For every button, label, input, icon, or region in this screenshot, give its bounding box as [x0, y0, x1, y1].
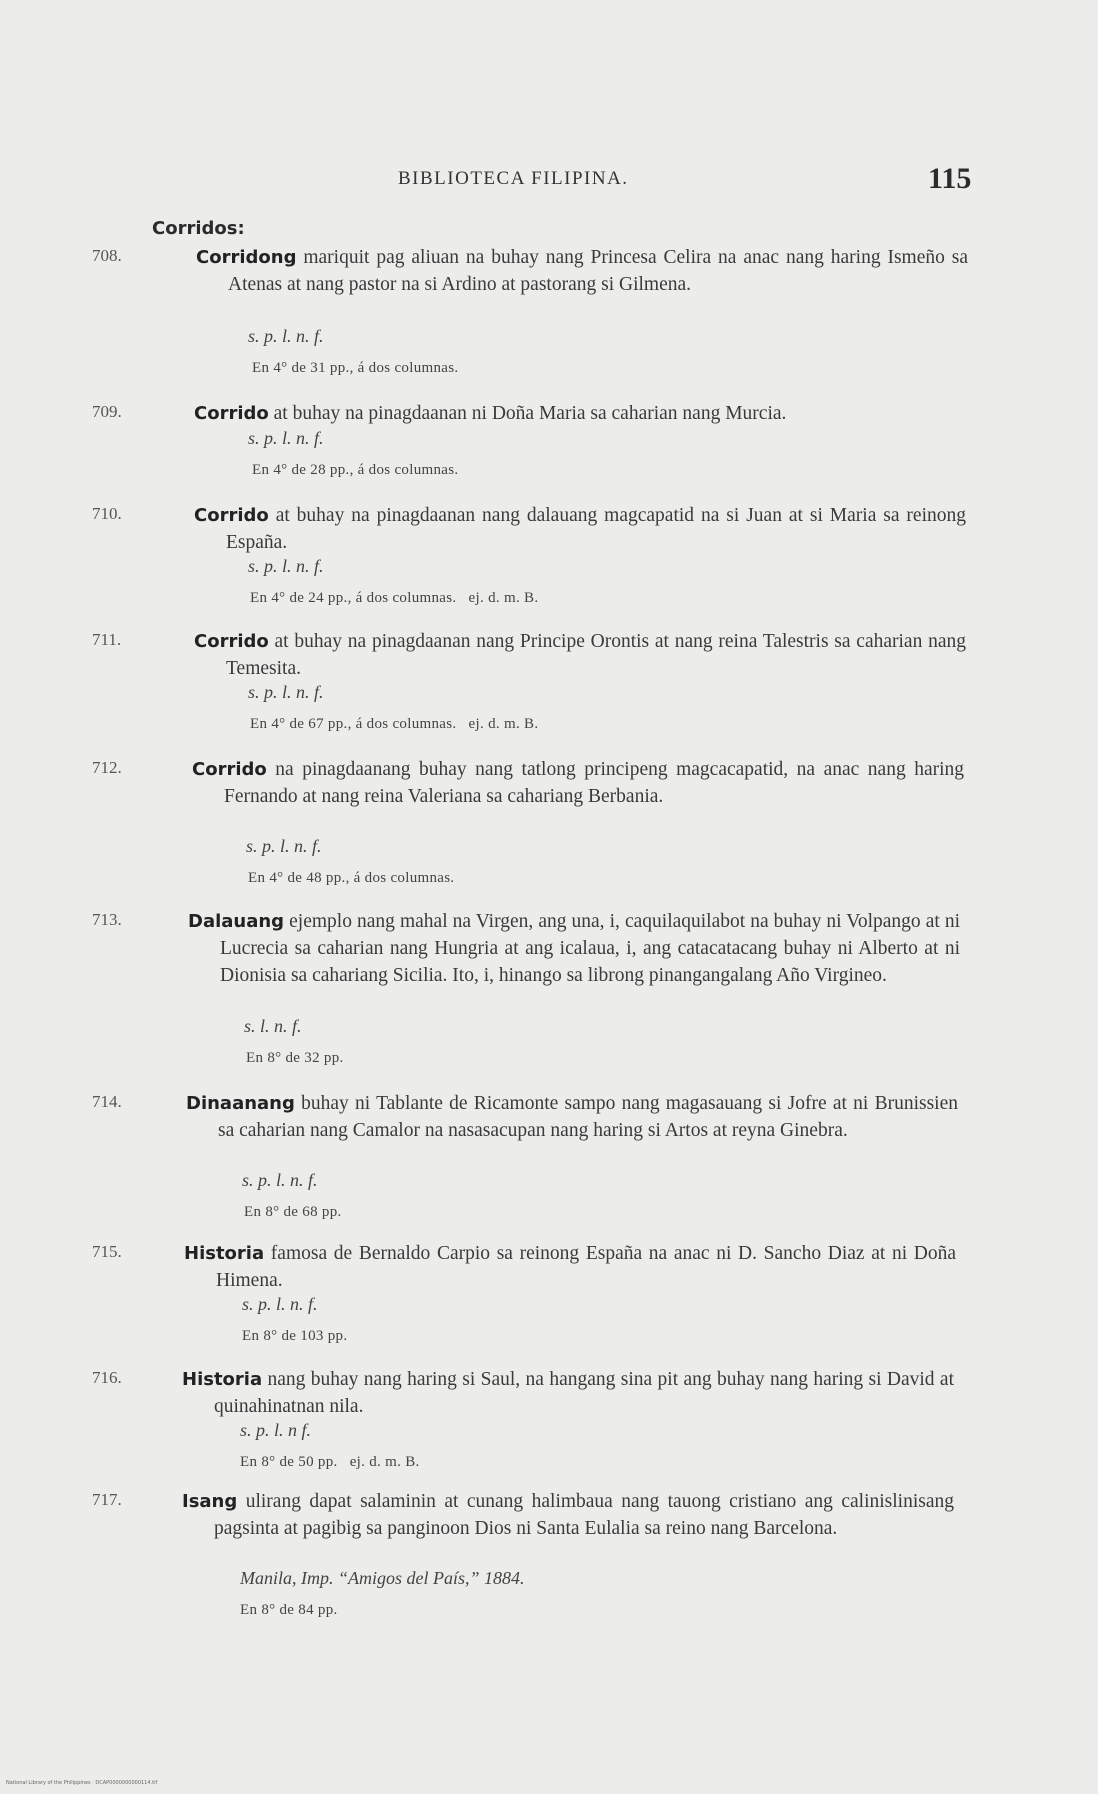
entry-text — [194, 628, 967, 682]
entry-text — [184, 1240, 957, 1294]
entry-text — [194, 400, 966, 427]
entry-number: 711. — [92, 630, 122, 649]
entry-lead-word: Corrido — [192, 759, 267, 780]
entry-lead-word: Historia — [182, 1369, 263, 1390]
entry-description: buhay ni Tablante de Ricamonte sampo nang magasauang si Jofre at ni Brunissien sa caharian nang Camalor na nasasacupan nang haring si Artos at reyna Ginebra. — [218, 1093, 959, 1141]
running-head — [0, 164, 1098, 198]
entry-text — [186, 1090, 959, 1144]
page-number: 115 — [928, 162, 972, 195]
entry-lead-word: Corrido — [194, 631, 269, 652]
entry-description: mariquit pag aliuan na buhay nang Princesa Celira na anac nang haring Ismeño sa Atenas at nang pastor na si Ardino at pastorang si Gilmena. — [228, 247, 969, 295]
entry-imprint: s. p. l. n. f. — [248, 428, 324, 448]
entry-number: 714. — [92, 1092, 122, 1111]
entry-number: 717. — [92, 1490, 122, 1509]
entry-format: En 8° de 50 pp. ej. d. m. B. — [240, 1454, 420, 1470]
entry-imprint: Manila, Imp. “Amigos del País,” 1884. — [240, 1568, 525, 1588]
entry-imprint: s. p. l. n. f. — [242, 1294, 318, 1314]
entry-description: at buhay na pinagdaanan nang Principe Orontis at nang reina Talestris sa caharian nang Temesita. — [226, 631, 967, 679]
entry-imprint: s. p. l. n. f. — [248, 326, 324, 346]
entry-description: nang buhay nang haring si Saul, na hangang sina pit ang buhay nang haring si David at quinahinatnan nila. — [214, 1369, 954, 1417]
entry-format: En 4° de 31 pp., á dos columnas. — [252, 360, 459, 376]
entry-description: na pinagdaanang buhay nang tatlong principeng magcacapatid, na anac nang haring Fernando at nang reina Valeriana sa cahariang Berbania. — [224, 759, 965, 807]
entry-lead-word: Corridong — [196, 247, 297, 268]
entry-format: En 4° de 28 pp., á dos columnas. — [252, 462, 459, 478]
entry-imprint: s. l. n. f. — [244, 1016, 302, 1036]
entry-text — [192, 756, 965, 810]
entry-description: ulirang dapat salaminin at cunang halimbaua nang tauong cristiano ang calinislinisang pagsinta at pagibig sa panginoon Dios ni Santa Eulalia sa reino nang Barcelona. — [214, 1491, 955, 1539]
entry-format: En 4° de 24 pp., á dos columnas. ej. d. m. B. — [250, 590, 539, 606]
entry-format: En 8° de 68 pp. — [244, 1204, 342, 1220]
entry-number: 708. — [92, 246, 122, 265]
entry-description: at buhay na pinagdaanan nang dalauang magcapatid na si Juan at si Maria sa reinong España. — [226, 505, 967, 553]
entry-imprint: s. p. l. n. f. — [246, 836, 322, 856]
entry-imprint: s. p. l. n. f. — [248, 556, 324, 576]
entry-format: En 4° de 67 pp., á dos columnas. ej. d. m. B. — [250, 716, 539, 732]
entry-text — [188, 908, 960, 989]
entry-description: famosa de Bernaldo Carpio sa reinong España na anac ni D. Sancho Diaz at ni Doña Himena. — [216, 1243, 957, 1291]
entry-text — [194, 502, 967, 556]
entry-imprint: s. p. l. n. f. — [248, 682, 324, 702]
entry-imprint: s. p. l. n f. — [240, 1420, 312, 1440]
entry-format: En 8° de 32 pp. — [246, 1050, 344, 1066]
scan-footer-note: National Library of the Philippines · DCAP0000000000114.tif — [6, 1780, 158, 1786]
entry-format: En 8° de 103 pp. — [242, 1328, 348, 1344]
entry-format: En 8° de 84 pp. — [240, 1602, 338, 1618]
entry-format: En 4° de 48 pp., á dos columnas. — [248, 870, 455, 886]
entry-lead-word: Dinaanang — [186, 1093, 295, 1114]
entry-lead-word: Dalauang — [188, 911, 285, 932]
entry-description: at buhay na pinagdaanan ni Doña Maria sa caharian nang Murcia. — [273, 403, 787, 424]
entry-lead-word: Historia — [184, 1243, 265, 1264]
entry-text — [182, 1488, 955, 1542]
entry-number: 713. — [92, 910, 122, 929]
entry-text — [182, 1366, 954, 1420]
entry-text — [196, 244, 969, 298]
entry-number: 710. — [92, 504, 122, 523]
entry-lead-word: Isang — [182, 1491, 238, 1512]
section-heading: Corridos: — [152, 218, 245, 239]
entry-lead-word: Corrido — [194, 403, 269, 424]
entry-number: 712. — [92, 758, 122, 777]
entry-imprint: s. p. l. n. f. — [242, 1170, 318, 1190]
running-title: BIBLIOTECA FILIPINA. — [398, 168, 629, 189]
entry-number: 709. — [92, 402, 122, 421]
entry-lead-word: Corrido — [194, 505, 269, 526]
entry-description: ejemplo nang mahal na Virgen, ang una, i, caquilaquilabot na buhay ni Volpango at ni Lucrecia sa caharian nang Hungria at ang icalaua, i, ang catacatacang buhay ni Alberto at ni Dionisia sa cahariang Sicilia. Ito, i, hinango sa librong pinangangalang Año Virgineo. — [220, 911, 960, 986]
entry-number: 715. — [92, 1242, 122, 1261]
entry-number: 716. — [92, 1368, 122, 1387]
